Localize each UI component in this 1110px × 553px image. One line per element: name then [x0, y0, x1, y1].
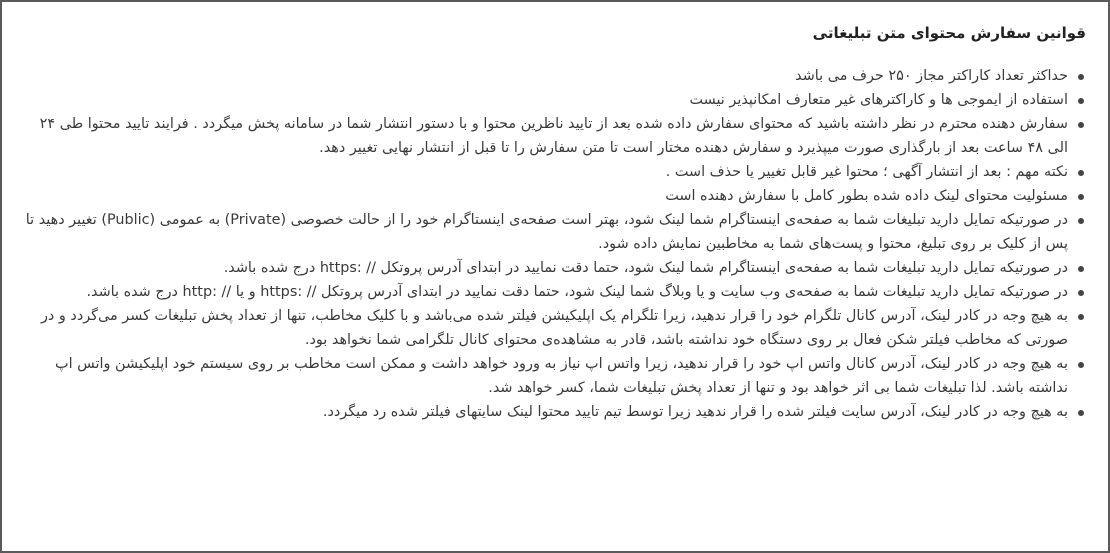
rule-item — [16, 184, 1090, 208]
bullet-icon — [1078, 170, 1084, 176]
bullet-icon — [1078, 122, 1084, 128]
rule-item — [16, 352, 1090, 400]
rule-text: به هیچ وجه در کادر لینک، آدرس کانال واتس اپ خود را قرار ندهید، زیرا واتس اپ نیاز به ورود خواهد داشت و ممکن است مخاطب بر روی سیستم خود اپلیکیشن واتس اپ نداشته باشد. لذا تبلیغات شما بی اثر خواهد بود و تنها از تعداد پخش تبلیغات شما، کسر خواهد شد. — [55, 356, 1068, 396]
bullet-icon — [1078, 194, 1084, 200]
rule-item — [16, 400, 1090, 424]
rule-item — [16, 160, 1090, 184]
rule-item — [16, 112, 1090, 160]
rules-list — [16, 64, 1090, 424]
rule-text: در صورتیکه تمایل دارید تبلیغات شما به صفحه‌ی وب سایت و یا وبلاگ شما لینک شود، حتما دقت نمایید در ابتدای آدرس پروتکل // :https و یا // :http درج شده باشد. — [86, 284, 1068, 300]
bullet-icon — [1078, 362, 1084, 368]
rule-text: در صورتیکه تمایل دارید تبلیغات شما به صفحه‌ی اینستاگرام شما لینک شود، بهتر است صفحه‌ی اینستاگرام خود را از حالت خصوصی (Private) به عمومی (Public) تغییر دهید تا پس از کلیک بر روی تبلیغ، محتوا و پست‌های شما به مخاطبین نمایش داده شود. — [25, 212, 1068, 252]
rule-item — [16, 64, 1090, 88]
bullet-icon — [1078, 218, 1084, 224]
rule-text: استفاده از ایموجی ها و کاراکترهای غیر متعارف امکانپذیر نیست — [689, 92, 1068, 108]
bullet-icon — [1078, 98, 1084, 104]
rule-item — [16, 304, 1090, 352]
rule-text: به هیچ وجه در کادر لینک، آدرس سایت فیلتر شده را قرار ندهید زیرا توسط تیم تایید محتوا لینک سایتهای فیلتر شده رد میگردد. — [322, 404, 1068, 420]
rule-text: به هیچ وجه در کادر لینک، آدرس کانال تلگرام خود را قرار ندهید، زیرا تلگرام یک اپلیکیشن فیلتر شده می‌باشد و با کلیک مخاطب، تنها از تعداد پخش تبلیغات کسر می‌گردد و در صورتی که مخاطب فیلتر شکن فعال بر روی دستگاه خود نداشته باشد، قادر به مشاهده‌ی محتوای کانال تلگرامی شما نخواهد بود. — [40, 308, 1068, 348]
rule-item — [16, 256, 1090, 280]
rule-text: حداکثر تعداد کاراکتر مجاز ۲۵۰ حرف می باشد — [795, 68, 1068, 84]
rule-text: سفارش دهنده محترم در نظر داشته باشید که محتوای سفارش داده شده بعد از تایید ناظرین محتوا و با دستور انتشار شما در سامانه پخش میگردد . فرایند تایید محتوا طی ۲۴ الی ۴۸ ساعت بعد از بارگذاری صورت میپذیرد و سفارش دهنده مختار است تا متن سفارش را تا قبل از انتشار نهایی تغییر دهد. — [39, 116, 1068, 156]
bullet-icon — [1078, 290, 1084, 296]
rules-content — [16, 22, 1090, 545]
rule-text: مسئولیت محتوای لینک داده شده بطور کامل با سفارش دهنده است — [665, 188, 1068, 204]
rule-text: در صورتیکه تمایل دارید تبلیغات شما به صفحه‌ی اینستاگرام شما لینک شود، حتما دقت نمایید در ابتدای آدرس پروتکل // :https درج شده باشد. — [223, 260, 1068, 276]
rule-item — [16, 208, 1090, 256]
rule-text: نکته مهم : بعد از انتشار آگهی ؛ محتوا غیر قابل تغییر یا حذف است . — [665, 164, 1068, 180]
rule-item — [16, 280, 1090, 304]
bullet-icon — [1078, 74, 1084, 80]
bullet-icon — [1078, 266, 1084, 272]
bullet-icon — [1078, 410, 1084, 416]
rule-item — [16, 88, 1090, 112]
bullet-icon — [1078, 314, 1084, 320]
panel-title: قوانین سفارش محتوای متن تبلیغاتی — [812, 24, 1086, 42]
